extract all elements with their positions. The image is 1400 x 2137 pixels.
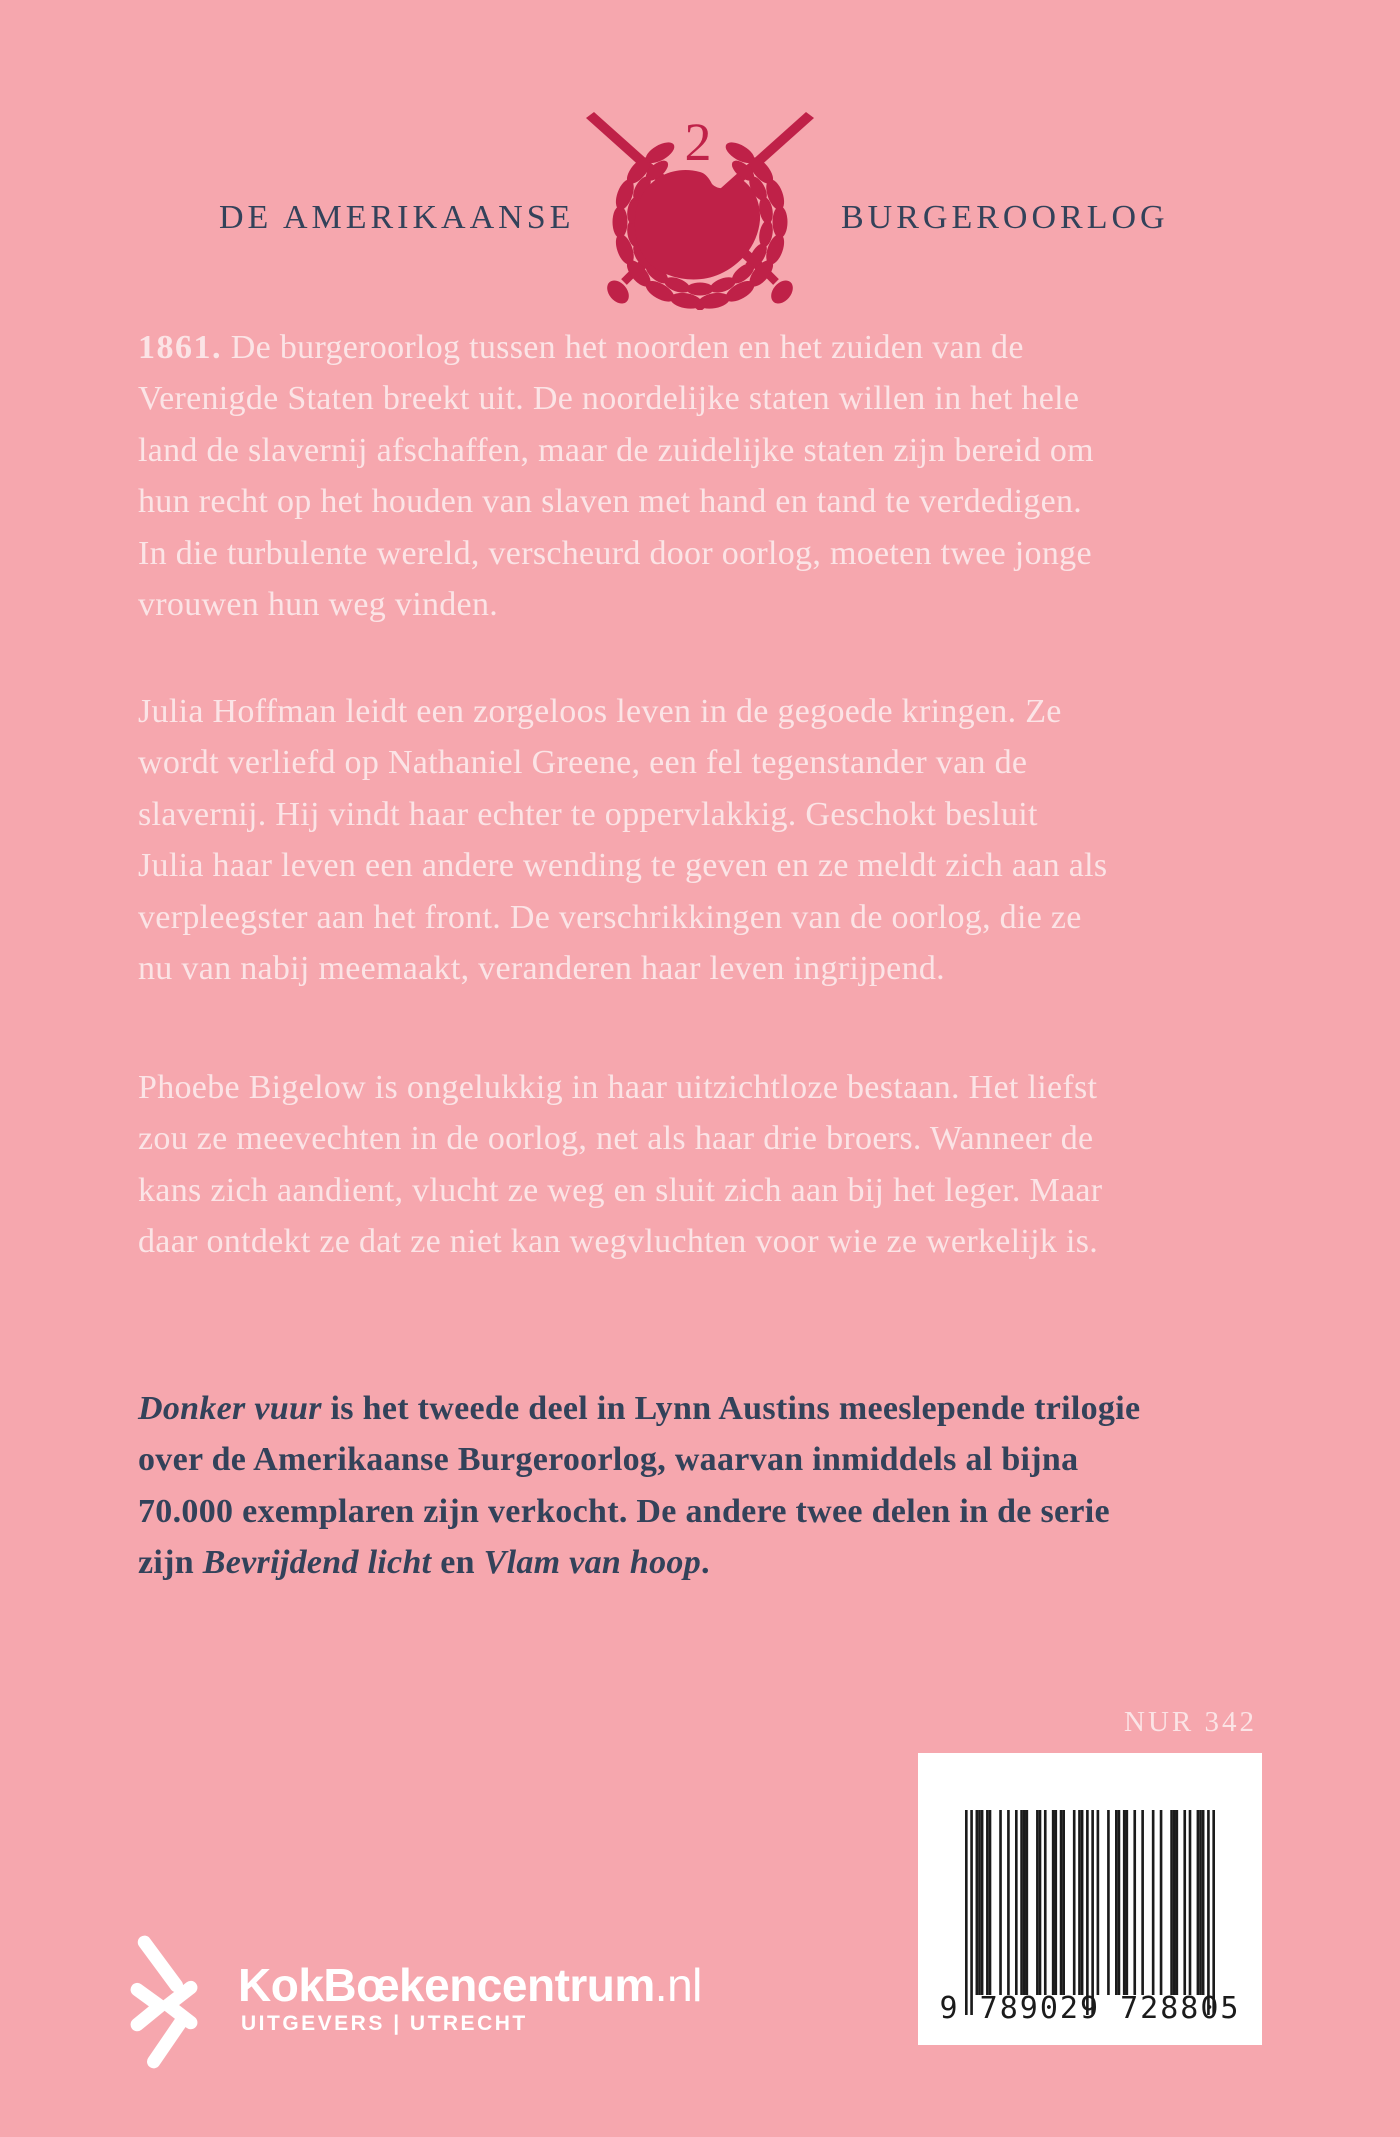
text-line: vrouwen hun weg vinden.: [138, 586, 499, 624]
text-line: over de Amerikaanse Burgeroorlog, waarvan inmiddels al bijna: [138, 1441, 1079, 1479]
text-line: land de slavernij afschaffen, maar de zuidelijke staten zijn bereid om: [138, 431, 1094, 469]
text-line: 70.000 exemplaren zijn verkocht. De andere twee delen in de serie: [138, 1492, 1110, 1530]
text-line: [138, 322, 1094, 373]
text-line: Verenigde Staten breekt uit. De noordelijke staten willen in het hele: [138, 380, 1080, 418]
text-line: wordt verliefd op Nathaniel Greene, een fel tegenstander van de: [138, 744, 1028, 782]
text-line: Phoebe Bigelow is ongelukkig in haar uitzichtloze bestaan. Het liefst: [138, 1069, 1098, 1106]
promo-paragraph: [138, 1383, 1140, 1589]
text-line: slavernij. Hij vindt haar echter te oppervlakkig. Geschokt besluit: [138, 795, 1038, 833]
barcode-digits: 9 789029 728805: [939, 1991, 1241, 2026]
series-title-right: BURGEROORLOG: [841, 199, 1169, 236]
text-line: kans zich aandient, vlucht ze weg en sluit zich aan bij het leger. Maar: [138, 1171, 1103, 1209]
text-line: In die turbulente wereld, verscheurd door oorlog, moeten twee jonge: [138, 534, 1092, 572]
barcode-bars-icon: [965, 1810, 1215, 2015]
volume-number: 2: [684, 112, 712, 172]
text-line: [138, 1383, 1140, 1434]
text-line: Julia haar leven een andere wending te geven en ze meldt zich aan als: [138, 847, 1108, 885]
series-book-title-2-italic: Vlam van hoop: [483, 1544, 701, 1582]
text-line: [138, 1537, 1140, 1588]
text-segment: .: [701, 1544, 710, 1582]
year-label: 1861.: [138, 329, 222, 366]
synopsis-paragraph-3: [138, 1062, 1102, 1268]
series-book-title-1-italic: Bevrijdend licht: [202, 1544, 432, 1582]
text-line: nu van nabij meemaakt, veranderen haar leven ingrijpend.: [138, 950, 945, 988]
text-line: hun recht op het houden van slaven met hand en tand te verdedigen.: [138, 483, 1083, 521]
publisher-tagline: UITGEVERS | UTRECHT: [241, 2012, 528, 2035]
crossed-sabers-laurel-emblem-icon: [578, 106, 822, 310]
shield-icon: [635, 170, 760, 279]
synopsis-paragraph-2: [138, 686, 1107, 994]
text-segment: en: [431, 1544, 484, 1582]
publisher-name-main: KokBœkencentrum: [238, 1959, 655, 2011]
text-line: Julia Hoffman leidt een zorgeloos leven in de gegoede kringen. Ze: [138, 693, 1062, 730]
publisher-name: [238, 1958, 702, 2012]
text-segment: is het tweede deel in Lynn Austins meeslepende trilogie: [321, 1390, 1141, 1427]
book-title-italic: Donker vuur: [138, 1390, 322, 1427]
isbn-barcode: [918, 1753, 1262, 2045]
publisher-asterisk-icon: [126, 1932, 202, 2074]
text-line: zou ze meevechten in de oorlog, net als haar drie broers. Wanneer de: [138, 1120, 1094, 1158]
synopsis-paragraph-1: [138, 322, 1094, 630]
text-segment: zijn: [138, 1544, 203, 1582]
nur-code-label: NUR 342: [1124, 1706, 1257, 1738]
text-line: verpleegster aan het front. De verschrikkingen van de oorlog, die ze: [138, 898, 1082, 936]
text-line: daar ontdekt ze dat ze niet kan wegvluchten voor wie ze werkelijk is.: [138, 1223, 1099, 1261]
publisher-domain-suffix: .nl: [654, 1959, 702, 2011]
series-title-left: DE AMERIKAANSE: [219, 199, 575, 236]
text-segment: De burgeroorlog tussen het noorden en het zuiden van de: [222, 329, 1024, 366]
